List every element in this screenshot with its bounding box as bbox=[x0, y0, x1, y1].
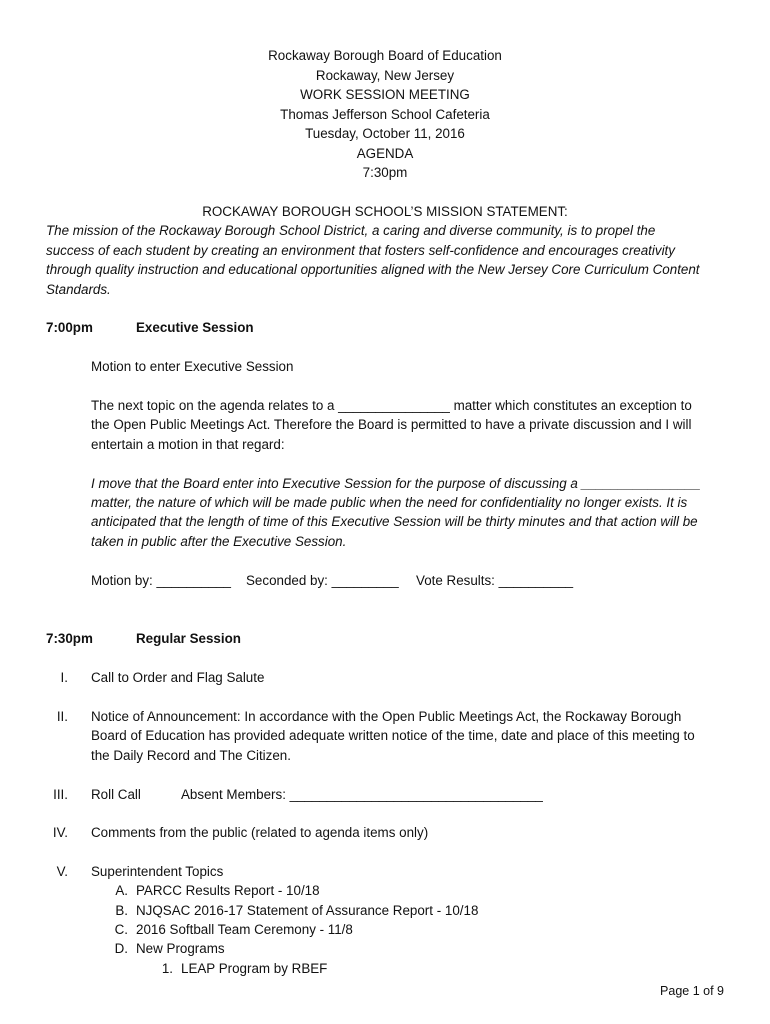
agenda-item-call-to-order: Call to Order and Flag Salute bbox=[91, 670, 265, 685]
vote-results-field: Vote Results: __________ bbox=[416, 573, 574, 588]
page-number: Page 1 of 9 bbox=[660, 984, 724, 998]
sub-item-letter: A. bbox=[115, 883, 128, 898]
header-time: 7:30pm bbox=[362, 165, 408, 180]
sub-item-softball: 2016 Softball Team Ceremony - 11/8 bbox=[136, 922, 353, 937]
mission-line: success of each student by creating an environment that fosters self-confidence and encourages creativity bbox=[46, 243, 675, 258]
header-date: Tuesday, October 11, 2016 bbox=[305, 126, 465, 141]
agenda-item-roll-call: Roll Call bbox=[91, 787, 141, 802]
header-location: Rockaway, New Jersey bbox=[315, 68, 455, 83]
sub-item-new-programs: New Programs bbox=[136, 941, 225, 956]
executive-topic-line: the Open Public Meetings Act. Therefore the Board is permitted to have a private discussion and I will bbox=[91, 417, 692, 432]
sub-item-letter: C. bbox=[114, 922, 128, 937]
header-meeting-type: WORK SESSION MEETING bbox=[300, 87, 470, 102]
sub-item-letter: B. bbox=[115, 903, 128, 918]
agenda-item-notice-line: the Daily Record and The Citizen. bbox=[91, 748, 291, 763]
executive-topic-line: entertain a motion in that regard: bbox=[91, 437, 285, 452]
executive-motion: Motion to enter Executive Session bbox=[91, 359, 294, 374]
agenda-item-public-comments: Comments from the public (related to agenda items only) bbox=[91, 825, 429, 840]
agenda-item-superintendent-topics: Superintendent Topics bbox=[91, 864, 224, 879]
agenda-item-notice-line: Board of Education has provided adequate written notice of the time, date and place of this meeting to bbox=[91, 728, 695, 743]
header-agenda: AGENDA bbox=[356, 146, 414, 161]
agenda-item-number: III. bbox=[53, 787, 68, 802]
executive-session-time: 7:00pm bbox=[46, 320, 93, 335]
sub-sub-item-number: 1. bbox=[161, 961, 173, 976]
executive-resolution-line: anticipated that the length of time of this Executive Session will be thirty minutes and that action will be bbox=[91, 514, 698, 529]
mission-line: The mission of the Rockaway Borough School District, a caring and diverse community, is to propel the bbox=[46, 223, 656, 238]
mission-line: Standards. bbox=[46, 282, 111, 297]
executive-resolution-line: taken in public after the Executive Session. bbox=[91, 534, 347, 549]
executive-session-title: Executive Session bbox=[136, 320, 254, 335]
sub-item-njqsac: NJQSAC 2016-17 Statement of Assurance Report - 10/18 bbox=[136, 903, 479, 918]
executive-topic-line: The next topic on the agenda relates to a _______________ matter which constitutes an exception to bbox=[91, 398, 692, 413]
absent-members-field: Absent Members: __________________________________ bbox=[181, 787, 543, 802]
agenda-item-number: V. bbox=[56, 864, 68, 879]
header-board-name: Rockaway Borough Board of Education bbox=[268, 48, 502, 63]
mission-title: ROCKAWAY BOROUGH SCHOOL’S MISSION STATEMENT: bbox=[202, 204, 568, 219]
agenda-item-number: IV. bbox=[52, 825, 68, 840]
regular-session-time: 7:30pm bbox=[46, 631, 93, 646]
motion-by-field: Motion by: __________ bbox=[91, 573, 231, 588]
seconded-by-field: Seconded by: _________ bbox=[246, 573, 399, 588]
agenda-item-number: I. bbox=[60, 670, 68, 685]
agenda-item-notice-line: Notice of Announcement: In accordance with the Open Public Meetings Act, the Rockaway Borough bbox=[91, 709, 682, 724]
executive-resolution-line: matter, the nature of which will be made public when the need for confidentiality no longer exists. It is bbox=[91, 495, 688, 510]
regular-session-title: Regular Session bbox=[136, 631, 241, 646]
mission-line: through quality instruction and educational opportunities aligned with the New Jersey Core Curriculum Content bbox=[46, 262, 700, 277]
header-venue: Thomas Jefferson School Cafeteria bbox=[280, 107, 490, 122]
sub-item-letter: D. bbox=[114, 941, 128, 956]
agenda-item-number: II. bbox=[56, 709, 68, 724]
sub-item-parcc: PARCC Results Report - 10/18 bbox=[136, 883, 320, 898]
sub-sub-item-leap: LEAP Program by RBEF bbox=[181, 961, 328, 976]
executive-resolution-line: I move that the Board enter into Executive Session for the purpose of discussing a ________________ bbox=[91, 476, 701, 491]
